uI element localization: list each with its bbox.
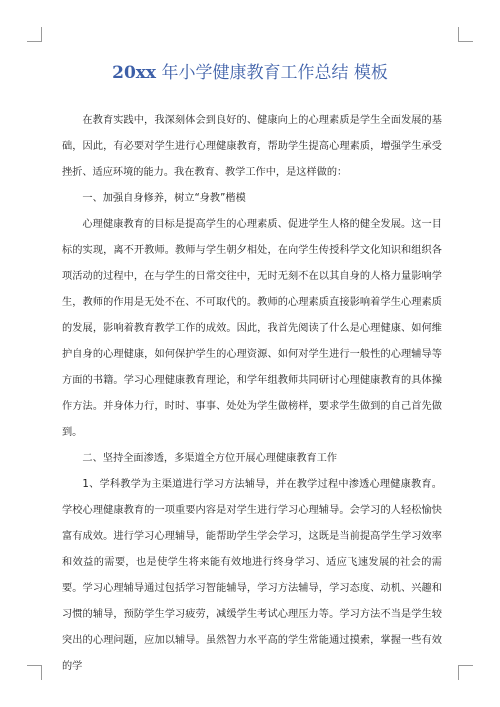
section-heading-2: 二、坚持全面渗透，多渠道全方位开展心理健康教育工作 — [82, 453, 338, 464]
document-body — [62, 108, 442, 680]
section-2-paragraph: 1、学科教学为主渠道进行学习方法辅导，并在教学过程中渗透心理健康教育。学校心理健康教育的一项重要内容是对学生进行学习心理辅导。会学习的人轻松愉快富有成效。进行学习心理辅导，能帮助学生学会学习，这既是当前提高学生学习效率和效益的需要，也是使学生将来能有效地进行终身学习、适应飞速发展的社会的需要。学习心理辅导通过包括学习智能辅导，学习方法辅导，学习态度、动机、兴趣和习惯的辅导，预防学生学习疲劳，减缓学生考试心理压力等。学习方法不当是学生较突出的心理问题，应加以辅导。虽然智力水平高的学生常能通过摸索，掌握一些有效的学 — [62, 479, 442, 672]
intro-paragraph: 在教育实践中，我深刻体会到良好的、健康向上的心理素质是学生全面发展的基础，因此，有必要对学生进行心理健康教育，帮助学生提高心理素质，增强学生承受挫折、适应环境的能力。我在教育、教学工作中，是这样做的： — [62, 115, 442, 178]
crop-mark-bottom-left — [27, 665, 42, 680]
crop-mark-bottom-right — [458, 665, 473, 680]
crop-mark-top-left — [27, 27, 42, 42]
section-heading-1: 一、加强自身修养，树立“身教”楷模 — [82, 193, 246, 204]
crop-mark-top-right — [458, 27, 473, 42]
title-year: 20xx — [112, 63, 157, 83]
title-text: 年小学健康教育工作总结 模板 — [156, 63, 388, 83]
section-1-paragraph: 心理健康教育的目标是提高学生的心理素质、促进学生人格的健全发展。这一目标的实现，离不开教师。教师与学生朝夕相处，在向学生传授科学文化知识和组织各项活动的过程中，在与学生的日常交往中，无时无刻不在以其自身的人格力量影响学生，教师的作用是无处不在、不可取代的。教师的心理素质直接影响着学生心理素质的发展，影响着教育教学工作的成效。因此，我首先阅读了什么是心理健康、如何维护自身的心理健康，如何保护学生的心理资源、如何对学生进行一般性的心理辅导等方面的书籍。学习心理健康教育理论，和学年组教师共同研讨心理健康教育的具体操作方法。并身体力行，时时、事事、处处为学生做榜样，要求学生做到的自己首先做到。 — [62, 219, 442, 438]
document-title — [0, 62, 500, 84]
